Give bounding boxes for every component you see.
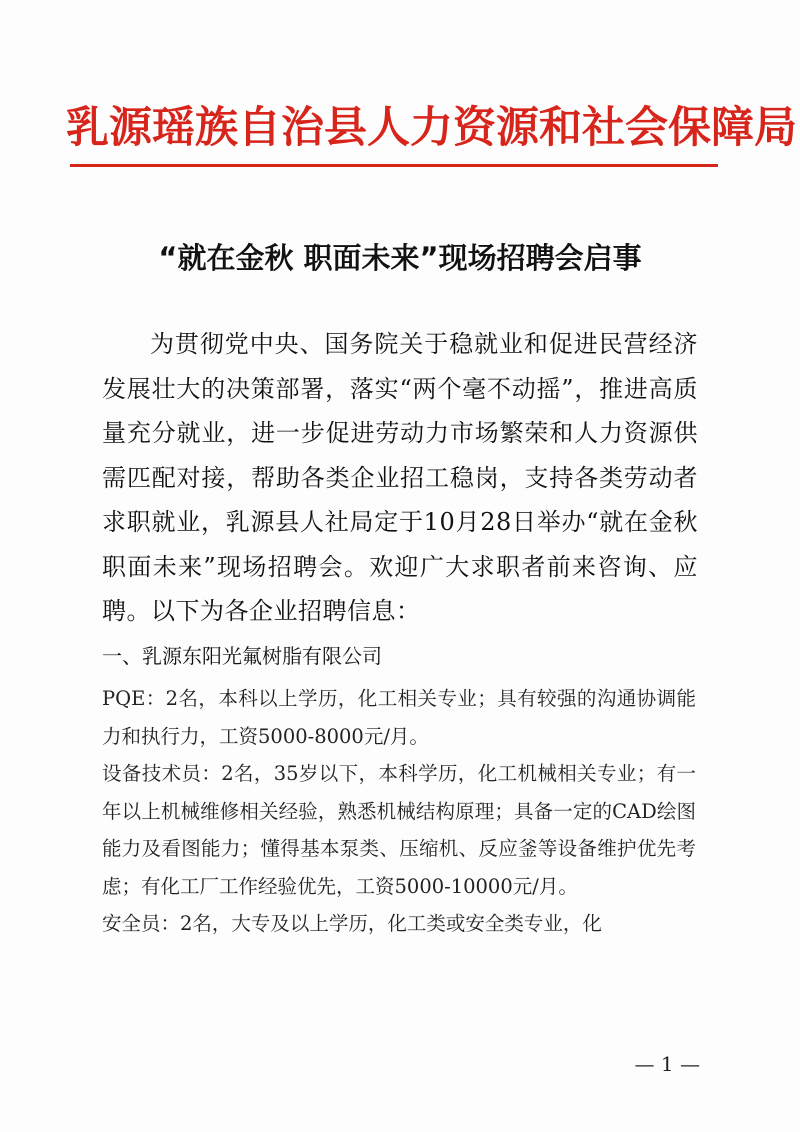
job-item-safety-officer: 安全员：2名，大专及以上学历，化工类或安全类专业，化 bbox=[102, 912, 602, 935]
job-item-pqe: PQE：2名，本科以上学历，化工相关专业；具有较强的沟通协调能力和执行力，工资5000-8000元/月。 bbox=[102, 687, 696, 748]
section-heading-company: 一、乳源东阳光氟树脂有限公司 bbox=[102, 644, 382, 668]
issuing-organization-title: 乳源瑶族自治县人力资源和社会保障局 bbox=[66, 103, 797, 153]
job-item-equipment-technician: 设备技术员：2名，35岁以下，本科学历，化工机械相关专业；有一年以上机械维修相关经验，熟悉机械结构原理；具备一定的CAD绘图能力及看图能力；懂得基本泵类、压缩机、反应釜等设备维护优先考虑；有化工厂工作经验优先，工资5000-10000元/月。 bbox=[102, 762, 696, 898]
page-number: — 1 — bbox=[634, 1052, 700, 1076]
intro-paragraph: 为贯彻党中央、国务院关于稳就业和促进民营经济发展壮大的决策部署，落实“两个毫不动摇”，推进高质量充分就业，进一步促进劳动力市场繁荣和人力资源供需匹配对接，帮助各类企业招工稳岗，支持各类劳动者求职就业，乳源县人社局定于10月28日举办“就在金秋 职面未来”现场招聘会。欢迎广大求职者前来咨询、应聘。以下为各企业招聘信息： bbox=[102, 330, 698, 625]
notice-title: “就在金秋 职面未来”现场招聘会启事 bbox=[158, 241, 642, 275]
job-list bbox=[102, 680, 696, 943]
red-header-rule bbox=[70, 164, 718, 167]
